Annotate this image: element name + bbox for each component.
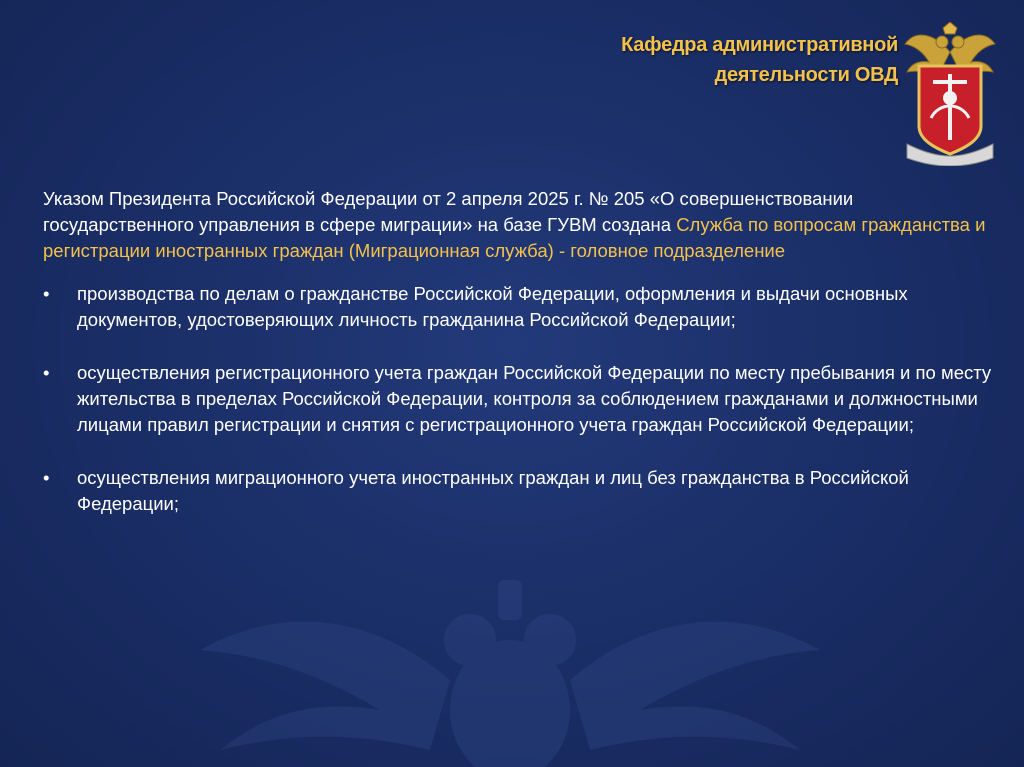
intro-paragraph: [43, 186, 993, 264]
list-item-text: осуществления миграционного учета иностранных граждан и лиц без гражданства в Российской Федерации;: [77, 467, 909, 514]
department-title-line2: деятельности ОВД: [714, 64, 898, 86]
eagle-watermark-icon: [180, 560, 840, 767]
bullet-icon: •: [43, 362, 50, 383]
intro-text: Указом Президента Российской Федерации от 2 апреля 2025 г. № 205 «О совершенствовании государственного управления в сфере миграции» на базе ГУВМ создана: [43, 188, 854, 235]
list-item-text: производства по делам о гражданстве Российской Федерации, оформления и выдачи основных документов, удостоверяющих личность гражданина Российской Федерации;: [77, 283, 908, 330]
list-item: [43, 465, 993, 517]
ministry-emblem-icon: [903, 22, 997, 166]
department-title-line1: Кафедра административной: [621, 34, 898, 56]
main-content: [43, 186, 993, 544]
bullet-icon: •: [43, 467, 50, 488]
list-item-text: осуществления регистрационного учета граждан Российской Федерации по месту пребывания и по месту жительства в пределах Российской Федерации, контроля за соблюдением гражданами и должностными лицами правил регистрации и снятия с регистрационного учета граждан Российской Федерации;: [77, 362, 992, 435]
department-title: [578, 30, 898, 90]
bullet-list: [43, 281, 993, 517]
intro-highlight: Служба по вопросам гражданства и регистрации иностранных граждан (Миграционная служба) - головное подразделение: [43, 214, 986, 261]
list-item: [43, 281, 993, 333]
bullet-icon: •: [43, 283, 50, 304]
list-item: [43, 360, 993, 438]
